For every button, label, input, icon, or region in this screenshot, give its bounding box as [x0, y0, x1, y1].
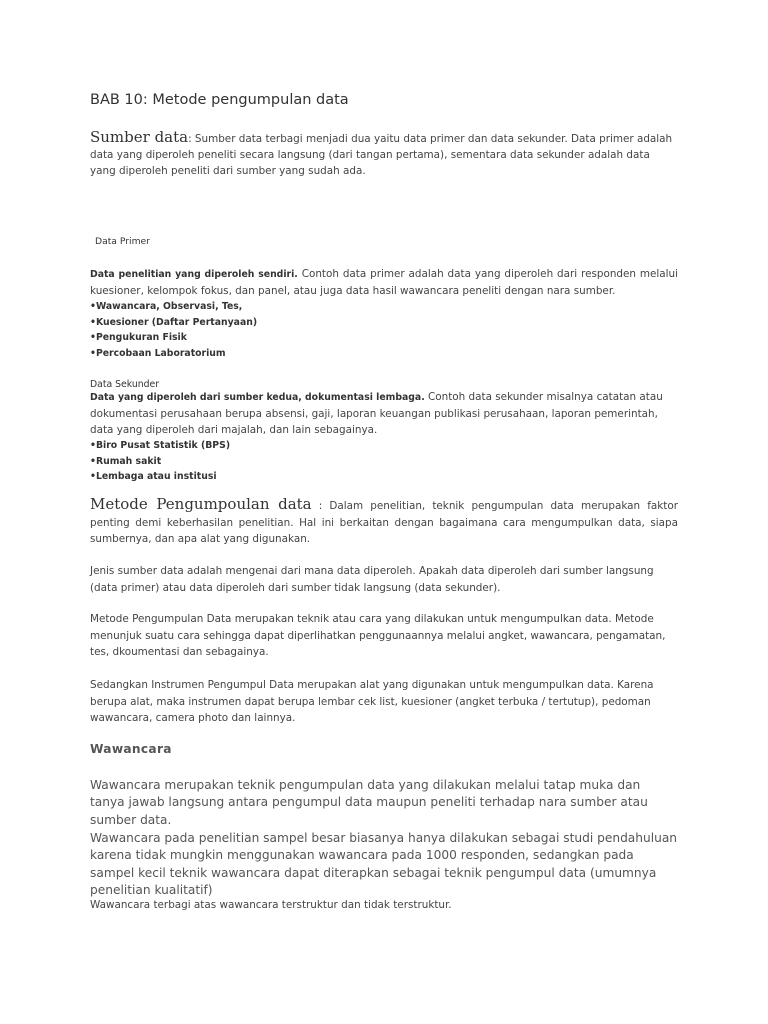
data-sekunder-heading: Data Sekunder [90, 379, 160, 390]
data-primer-section [90, 266, 678, 361]
list-item: •Wawancara, Observasi, Tes, [90, 301, 243, 312]
wawancara-paragraph-2: Wawancara pada penelitian sampel besar biasanya hanya dilakukan sebagai studi pendahuluan karena tidak mungkin menggunakan wawancara pada 1000 responden, sedangkan pada sampel kecil teknik wawancara dapat diterapkan sebagai teknik pengumpul data (umumnya penelitian kualitatif) [90, 831, 678, 898]
sumber-data-paragraph [90, 129, 678, 180]
sumber-data-heading: Sumber data [90, 128, 189, 146]
list-item: •Rumah sakit [90, 455, 162, 467]
data-primer-text: Contoh data primer adalah data yang diperoleh dari responden melalui kuesioner, kelompok fokus, dan panel, atau juga data hasil wawancara peneliti dengan nara sumber. [90, 268, 678, 297]
metode-pengumpulan-paragraph: Metode Pengumpulan Data merupakan teknik atau cara yang dilakukan untuk mengumpulkan data. Metode menunjuk suatu cara sehingga dapat diperlihatkan penggunaannya melalui angket, wawancara, pengamatan, tes, dkoumentasi dan sebagainya. [90, 613, 666, 658]
instrumen-paragraph: Sedangkan Instrumen Pengumpul Data merupakan alat yang digunakan untuk mengumpulkan data. Karena berupa alat, maka instrumen dapat berupa lembar cek list, kuesioner (angket terbuka / tertutup), pedoman wawancara, camera photo dan lainnya. [90, 679, 654, 724]
list-item: •Lembaga atau institusi [90, 471, 217, 482]
list-item: •Percobaan Laboratorium [90, 347, 226, 359]
wawancara-paragraph-3: Wawancara terbagi atas wawancara terstruktur dan tidak terstruktur. [90, 899, 452, 911]
metode-text: : Dalam penelitian, teknik pengumpulan data merupakan faktor penting demi keberhasilan penelitian. Hal ini berkaitan dengan bagaimana cara mengumpulkan data, siapa sumbernya, dan apa alat yang digunakan. [90, 500, 678, 545]
data-primer-list [90, 299, 678, 361]
data-primer-heading: Data Primer [95, 236, 150, 247]
data-primer-lead: Data penelitian yang diperoleh sendiri. [90, 269, 298, 280]
data-sekunder-lead: Data yang diperoleh dari sumber kedua, dokumentasi lembaga. [90, 392, 425, 403]
metode-heading: Metode Pengumpoulan data [90, 495, 312, 513]
wawancara-heading: Wawancara [90, 742, 172, 756]
list-item: •Kuesioner (Daftar Pertanyaan) [90, 316, 258, 328]
data-sekunder-paragraph [90, 389, 678, 438]
wawancara-paragraph-1: Wawancara merupakan teknik pengumpulan data yang dilakukan melalui tatap muka dan tanya jawab langsung antara pengumpul data maupun peneliti terhadap nara sumber atau sumber data. [90, 778, 648, 827]
data-primer-paragraph [90, 266, 678, 299]
list-item: •Biro Pusat Statistik (BPS) [90, 440, 231, 451]
jenis-sumber-paragraph: Jenis sumber data adalah mengenai dari mana data diperoleh. Apakah data diperoleh dari sumber langsung (data primer) atau data diperoleh dari sumber tidak langsung (data sekunder). [90, 565, 654, 594]
list-item: •Pengukuran Fisik [90, 332, 187, 343]
sumber-data-text: : Sumber data terbagi menjadi dua yaitu data primer dan data sekunder. Data primer adalah data yang diperoleh peneliti secara langsung (dari tangan pertama), sementara data sekunder adalah data yang diperoleh peneliti dari sumber yang sudah ada. [90, 133, 673, 178]
data-sekunder-list [90, 438, 678, 485]
data-sekunder-text: Contoh data sekunder misalnya catatan atau dokumentasi perusahaan berupa absensi, gaji, laporan keuangan publikasi perusahaan, laporan pemerintah, data yang diperoleh dari majalah, dan lain sebagainya. [90, 391, 663, 436]
page-title: BAB 10: Metode pengumpulan data [90, 92, 349, 108]
data-sekunder-section [90, 389, 678, 485]
metode-paragraph [90, 496, 678, 548]
